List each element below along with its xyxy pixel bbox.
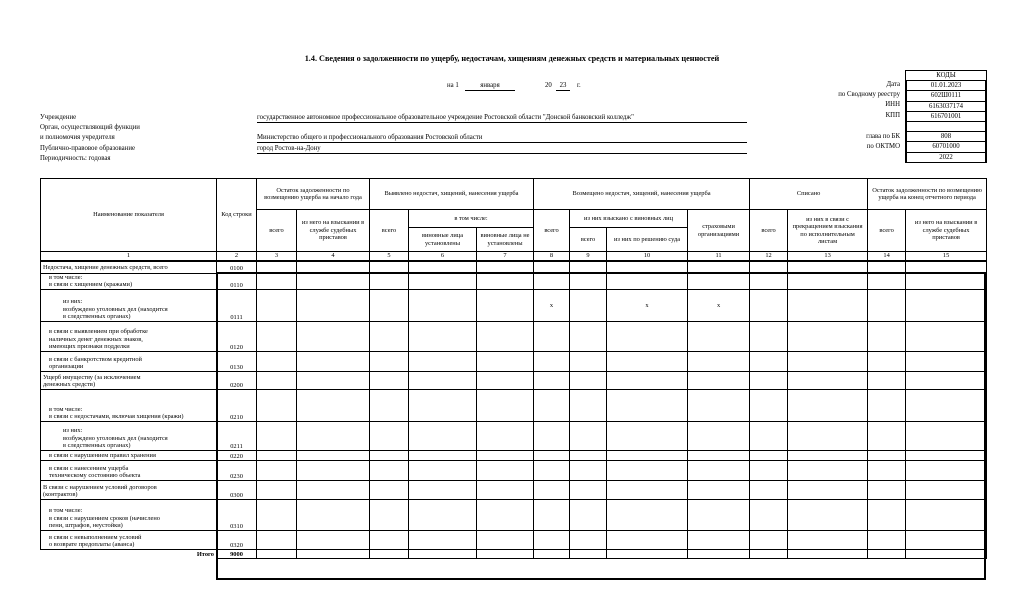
cell-col-15 bbox=[906, 461, 987, 481]
cell-col-14 bbox=[868, 372, 906, 390]
code-value-period: 2022 bbox=[906, 153, 986, 163]
cell-col-5 bbox=[370, 451, 409, 461]
cell bbox=[297, 550, 370, 559]
th-name: Наименование показателя bbox=[41, 179, 217, 252]
cell bbox=[868, 550, 906, 559]
code-value-kpp: 616701001 bbox=[906, 112, 986, 122]
cell-col-4 bbox=[297, 422, 370, 451]
cell-col-7 bbox=[477, 273, 534, 290]
cell-col-13 bbox=[788, 531, 868, 550]
cell-col-3 bbox=[257, 500, 297, 531]
cell-col-9 bbox=[570, 261, 607, 273]
cell-col-10 bbox=[607, 372, 688, 390]
cell-col-4 bbox=[297, 322, 370, 352]
table-row bbox=[41, 451, 987, 461]
row-code: 0111 bbox=[217, 290, 257, 322]
th-found-incl: в том числе: bbox=[409, 210, 534, 228]
cell-col-15 bbox=[906, 261, 987, 273]
cell-col-6 bbox=[409, 531, 477, 550]
cell-col-7 bbox=[477, 531, 534, 550]
row-code: 0230 bbox=[217, 461, 257, 481]
cell-col-4 bbox=[297, 390, 370, 422]
cell-col-12 bbox=[750, 500, 788, 531]
cell-col-7 bbox=[477, 352, 534, 372]
table-row bbox=[41, 261, 987, 273]
cell-col-11 bbox=[688, 322, 750, 352]
cell-col-14 bbox=[868, 422, 906, 451]
th-group-wo: Списано bbox=[750, 179, 868, 210]
table-row bbox=[41, 290, 987, 322]
th-comp-court: из них по решению суда bbox=[607, 228, 688, 252]
th-comp-total: всего bbox=[534, 210, 570, 252]
total-code: 9000 bbox=[217, 550, 257, 559]
founder-value: Министерство общего и профессионального образования Ростовской области bbox=[257, 134, 747, 143]
th-culprits-set: виновные лица установлены bbox=[409, 228, 477, 252]
cell-col-9 bbox=[570, 531, 607, 550]
cell-col-6 bbox=[409, 352, 477, 372]
row-name: в том числе: в связи с недостачами, включая хищения (кражи) bbox=[41, 390, 217, 422]
cell-col-7 bbox=[477, 422, 534, 451]
cell-col-5 bbox=[370, 390, 409, 422]
cell-col-9 bbox=[570, 273, 607, 290]
cell-col-7 bbox=[477, 500, 534, 531]
cell bbox=[688, 550, 750, 559]
cell-col-14 bbox=[868, 461, 906, 481]
cell-col-14 bbox=[868, 390, 906, 422]
cell-col-13 bbox=[788, 481, 868, 500]
cell-col-13 bbox=[788, 352, 868, 372]
cell-col-12 bbox=[750, 290, 788, 322]
date-year: 23 bbox=[556, 82, 570, 91]
cell-col-8: x bbox=[534, 290, 570, 322]
row-code: 0220 bbox=[217, 451, 257, 461]
cell-col-14 bbox=[868, 273, 906, 290]
row-name: В связи с нарушением условий договоров (контрактов) bbox=[41, 481, 217, 500]
cell-col-10 bbox=[607, 273, 688, 290]
row-code: 0210 bbox=[217, 390, 257, 422]
cell-col-12 bbox=[750, 481, 788, 500]
cell-col-10 bbox=[607, 451, 688, 461]
column-number: 7 bbox=[477, 252, 534, 262]
cell bbox=[570, 550, 607, 559]
cell-col-13 bbox=[788, 461, 868, 481]
th-comp-culprits-total: всего bbox=[570, 228, 607, 252]
table-row bbox=[41, 372, 987, 390]
row-name: в том числе: в связи с хищением (кражами) bbox=[41, 273, 217, 290]
cell-col-4 bbox=[297, 352, 370, 372]
cell-col-10 bbox=[607, 461, 688, 481]
cell-col-7 bbox=[477, 290, 534, 322]
cell-col-13 bbox=[788, 290, 868, 322]
cell-col-5 bbox=[370, 531, 409, 550]
code-label-oktmo: по ОКТМО bbox=[866, 143, 900, 150]
cell-col-15 bbox=[906, 290, 987, 322]
table-row bbox=[41, 390, 987, 422]
cell-col-15 bbox=[906, 352, 987, 372]
cell-col-12 bbox=[750, 461, 788, 481]
page-title: 1.4. Сведения о задолженности по ущербу, недостачам, хищениям денежных средств и материальных ценностей bbox=[304, 54, 720, 63]
cell-col-14 bbox=[868, 531, 906, 550]
cell-col-6 bbox=[409, 451, 477, 461]
cell-col-10 bbox=[607, 390, 688, 422]
debt-table bbox=[40, 178, 987, 559]
row-name: Недостача, хищение денежных средств, всего bbox=[41, 261, 217, 273]
cell-col-3 bbox=[257, 390, 297, 422]
cell-col-3 bbox=[257, 531, 297, 550]
cell bbox=[477, 550, 534, 559]
row-name: в том числе: в связи с нарушением сроков (начислено пени, штрафов, неустойки) bbox=[41, 500, 217, 531]
cell-col-8 bbox=[534, 390, 570, 422]
column-number: 15 bbox=[906, 252, 987, 262]
cell-col-8 bbox=[534, 352, 570, 372]
cell bbox=[750, 550, 788, 559]
cell-col-5 bbox=[370, 290, 409, 322]
cell-col-13 bbox=[788, 372, 868, 390]
row-code: 0211 bbox=[217, 422, 257, 451]
cell-col-5 bbox=[370, 461, 409, 481]
cell-col-3 bbox=[257, 461, 297, 481]
total-row bbox=[41, 550, 987, 559]
cell-col-5 bbox=[370, 273, 409, 290]
cell-col-13 bbox=[788, 261, 868, 273]
cell-col-14 bbox=[868, 352, 906, 372]
cell-col-11 bbox=[688, 461, 750, 481]
cell-col-8 bbox=[534, 461, 570, 481]
cell-col-10 bbox=[607, 422, 688, 451]
cell-col-12 bbox=[750, 273, 788, 290]
th-group-start: Остаток задолженности по возмещению ущерба на начало года bbox=[257, 179, 370, 210]
cell-col-14 bbox=[868, 451, 906, 461]
cell-col-3 bbox=[257, 422, 297, 451]
row-name: в связи с нарушением правил хранения bbox=[41, 451, 217, 461]
code-label-bk: глава по БК bbox=[866, 133, 900, 140]
institution-value: государственное автономное профессиональное образовательное учреждение Ростовской области "Донской банковский колледж" bbox=[257, 114, 747, 123]
cell-col-12 bbox=[750, 322, 788, 352]
row-code: 0110 bbox=[217, 273, 257, 290]
table-row bbox=[41, 422, 987, 451]
cell-col-13 bbox=[788, 451, 868, 461]
cell-col-7 bbox=[477, 372, 534, 390]
cell-col-6 bbox=[409, 500, 477, 531]
cell-col-5 bbox=[370, 261, 409, 273]
th-wo-detail: из них в связи с прекращением взыскания по исполнительным листам bbox=[788, 210, 868, 252]
code-value-registry: 602Ш0111 bbox=[906, 91, 986, 101]
date-month: января bbox=[465, 82, 515, 91]
table-row bbox=[41, 273, 987, 290]
date-year-prefix: 20 bbox=[545, 82, 552, 89]
row-name: из них: возбуждено уголовных дел (находится в следственных органах) bbox=[41, 290, 217, 322]
cell-col-14 bbox=[868, 290, 906, 322]
cell-col-15 bbox=[906, 531, 987, 550]
cell-col-6 bbox=[409, 273, 477, 290]
cell-col-11: x bbox=[688, 290, 750, 322]
column-number: 5 bbox=[370, 252, 409, 262]
cell-col-3 bbox=[257, 290, 297, 322]
column-number: 2 bbox=[217, 252, 257, 262]
cell-col-9 bbox=[570, 390, 607, 422]
cell-col-15 bbox=[906, 422, 987, 451]
th-comp-culprits: из них взыскано с виновных лиц bbox=[570, 210, 688, 228]
cell-col-9 bbox=[570, 422, 607, 451]
cell-col-11 bbox=[688, 261, 750, 273]
row-name: в связи с невыполнением условий о возврате предоплаты (аванса) bbox=[41, 531, 217, 550]
row-code: 0130 bbox=[217, 352, 257, 372]
public-value: город Ростов-на-Дону bbox=[257, 145, 747, 154]
cell-col-11 bbox=[688, 273, 750, 290]
cell-col-7 bbox=[477, 451, 534, 461]
cell-col-11 bbox=[688, 372, 750, 390]
th-culprits-unset: виновные лица не установлены bbox=[477, 228, 534, 252]
column-number: 6 bbox=[409, 252, 477, 262]
cell-col-8 bbox=[534, 322, 570, 352]
table-row bbox=[41, 531, 987, 550]
cell-col-6 bbox=[409, 390, 477, 422]
code-value-empty bbox=[906, 122, 986, 132]
row-code: 0200 bbox=[217, 372, 257, 390]
cell-col-6 bbox=[409, 481, 477, 500]
cell-col-14 bbox=[868, 500, 906, 531]
cell-col-12 bbox=[750, 531, 788, 550]
founder-label-1: Орган, осуществляющий функции bbox=[40, 124, 140, 131]
cell-col-8 bbox=[534, 500, 570, 531]
cell-col-7 bbox=[477, 322, 534, 352]
th-group-comp: Возмещено недостач, хищений, нанесения ущерба bbox=[534, 179, 750, 210]
row-name: Ущерб имуществу (за исключением денежных средств) bbox=[41, 372, 217, 390]
cell-col-11 bbox=[688, 352, 750, 372]
cell-col-4 bbox=[297, 500, 370, 531]
cell-col-5 bbox=[370, 500, 409, 531]
cell-col-6 bbox=[409, 290, 477, 322]
table-row bbox=[41, 481, 987, 500]
cell-col-12 bbox=[750, 451, 788, 461]
cell-col-13 bbox=[788, 273, 868, 290]
code-value-bk: 808 bbox=[906, 132, 986, 142]
cell-col-6 bbox=[409, 422, 477, 451]
cell bbox=[534, 550, 570, 559]
codes-header: КОДЫ bbox=[906, 71, 986, 81]
cell-col-12 bbox=[750, 261, 788, 273]
cell-col-9 bbox=[570, 372, 607, 390]
cell-col-10 bbox=[607, 500, 688, 531]
th-code: Код строки bbox=[217, 179, 257, 252]
cell-col-5 bbox=[370, 422, 409, 451]
institution-label: Учреждение bbox=[40, 114, 77, 121]
cell-col-14 bbox=[868, 322, 906, 352]
column-number: 14 bbox=[868, 252, 906, 262]
cell-col-7 bbox=[477, 261, 534, 273]
cell-col-15 bbox=[906, 372, 987, 390]
cell-col-8 bbox=[534, 372, 570, 390]
cell bbox=[257, 550, 297, 559]
cell-col-14 bbox=[868, 261, 906, 273]
code-value-inn: 6163037174 bbox=[906, 102, 986, 112]
cell-col-9 bbox=[570, 322, 607, 352]
cell-col-7 bbox=[477, 481, 534, 500]
row-name: в связи с выявлением при обработке наличных денег денежных знаков, имеющих признаки подделки bbox=[41, 322, 217, 352]
cell-col-3 bbox=[257, 481, 297, 500]
cell-col-13 bbox=[788, 500, 868, 531]
cell bbox=[788, 550, 868, 559]
cell bbox=[409, 550, 477, 559]
cell-col-9 bbox=[570, 451, 607, 461]
cell-col-9 bbox=[570, 481, 607, 500]
cell-col-6 bbox=[409, 461, 477, 481]
th-group-end: Остаток задолженности по возмещению ущерба на конец отчетного периода bbox=[868, 179, 987, 210]
code-label-inn: ИНН bbox=[885, 101, 900, 108]
column-number: 12 bbox=[750, 252, 788, 262]
cell-col-8 bbox=[534, 422, 570, 451]
cell-col-11 bbox=[688, 390, 750, 422]
date-suffix: г. bbox=[577, 82, 581, 89]
cell-col-15 bbox=[906, 481, 987, 500]
cell-col-9 bbox=[570, 352, 607, 372]
row-code: 0120 bbox=[217, 322, 257, 352]
row-code: 0300 bbox=[217, 481, 257, 500]
th-end-bailiff: из него на взыскании в службе судебных приставов bbox=[906, 210, 987, 252]
cell-col-12 bbox=[750, 352, 788, 372]
cell-col-8 bbox=[534, 261, 570, 273]
column-number: 10 bbox=[607, 252, 688, 262]
cell-col-11 bbox=[688, 500, 750, 531]
column-number: 4 bbox=[297, 252, 370, 262]
column-number: 13 bbox=[788, 252, 868, 262]
cell-col-4 bbox=[297, 290, 370, 322]
cell-col-4 bbox=[297, 481, 370, 500]
cell-col-12 bbox=[750, 390, 788, 422]
cell bbox=[607, 550, 688, 559]
cell-col-11 bbox=[688, 481, 750, 500]
cell-col-12 bbox=[750, 372, 788, 390]
cell-col-10 bbox=[607, 481, 688, 500]
cell-col-6 bbox=[409, 322, 477, 352]
cell bbox=[370, 550, 409, 559]
column-number: 3 bbox=[257, 252, 297, 262]
cell-col-15 bbox=[906, 322, 987, 352]
row-code: 0310 bbox=[217, 500, 257, 531]
table-row bbox=[41, 500, 987, 531]
cell-col-10 bbox=[607, 352, 688, 372]
cell-col-8 bbox=[534, 481, 570, 500]
table-row bbox=[41, 461, 987, 481]
cell-col-14 bbox=[868, 481, 906, 500]
row-code: 0100 bbox=[217, 261, 257, 273]
cell-col-4 bbox=[297, 261, 370, 273]
cell-col-7 bbox=[477, 390, 534, 422]
column-number: 11 bbox=[688, 252, 750, 262]
code-value-oktmo: 60701000 bbox=[906, 142, 986, 152]
column-numbers-row bbox=[41, 252, 987, 262]
cell-col-5 bbox=[370, 372, 409, 390]
cell-col-12 bbox=[750, 422, 788, 451]
cell-col-3 bbox=[257, 451, 297, 461]
column-number: 1 bbox=[41, 252, 217, 262]
column-number: 9 bbox=[570, 252, 607, 262]
cell-col-11 bbox=[688, 451, 750, 461]
row-name: из них: возбуждено уголовных дел (находится в следственных органах) bbox=[41, 422, 217, 451]
cell-col-8 bbox=[534, 451, 570, 461]
cell-col-8 bbox=[534, 531, 570, 550]
cell bbox=[906, 550, 987, 559]
cell-col-5 bbox=[370, 322, 409, 352]
cell-col-5 bbox=[370, 481, 409, 500]
code-label-date: Дата bbox=[886, 81, 900, 88]
cell-col-4 bbox=[297, 531, 370, 550]
cell-col-10 bbox=[607, 261, 688, 273]
code-label-registry: по Сводному реестру bbox=[838, 91, 900, 98]
total-label: Итого bbox=[41, 550, 217, 559]
row-name: в связи с банкротством кредитной организации bbox=[41, 352, 217, 372]
th-wo-total: всего bbox=[750, 210, 788, 252]
th-start-total: всего bbox=[257, 210, 297, 252]
public-label: Публично-правовое образование bbox=[40, 145, 135, 152]
period-label: Периодичность: годовая bbox=[40, 155, 111, 162]
th-end-total: всего bbox=[868, 210, 906, 252]
cell-col-7 bbox=[477, 461, 534, 481]
cell-col-3 bbox=[257, 273, 297, 290]
cell-col-15 bbox=[906, 273, 987, 290]
cell-col-9 bbox=[570, 461, 607, 481]
cell-col-4 bbox=[297, 461, 370, 481]
row-code: 0320 bbox=[217, 531, 257, 550]
founder-label-2: и полномочия учредителя bbox=[40, 134, 115, 141]
cell-col-4 bbox=[297, 273, 370, 290]
cell-col-4 bbox=[297, 451, 370, 461]
cell-col-3 bbox=[257, 372, 297, 390]
cell-col-15 bbox=[906, 390, 987, 422]
cell-col-6 bbox=[409, 372, 477, 390]
th-start-bailiff: из него на взыскании в службе судебных приставов bbox=[297, 210, 370, 252]
cell-col-8 bbox=[534, 273, 570, 290]
cell-col-3 bbox=[257, 352, 297, 372]
cell-col-13 bbox=[788, 390, 868, 422]
cell-col-10: x bbox=[607, 290, 688, 322]
cell-col-13 bbox=[788, 322, 868, 352]
code-label-kpp: КПП bbox=[885, 112, 900, 119]
cell-col-6 bbox=[409, 261, 477, 273]
cell-col-9 bbox=[570, 290, 607, 322]
cell-col-15 bbox=[906, 451, 987, 461]
cell-col-3 bbox=[257, 322, 297, 352]
cell-col-3 bbox=[257, 261, 297, 273]
cell-col-15 bbox=[906, 500, 987, 531]
cell-col-4 bbox=[297, 372, 370, 390]
cell-col-10 bbox=[607, 531, 688, 550]
th-found-total: всего bbox=[370, 210, 409, 252]
th-group-found: Выявлено недостач, хищений, нанесения ущерба bbox=[370, 179, 534, 210]
table-row bbox=[41, 352, 987, 372]
cell-col-10 bbox=[607, 322, 688, 352]
cell-col-13 bbox=[788, 422, 868, 451]
cell-col-11 bbox=[688, 422, 750, 451]
code-value-date: 01.01.2023 bbox=[906, 81, 986, 91]
th-comp-insurance: страховыми организациями bbox=[688, 210, 750, 252]
cell-col-11 bbox=[688, 531, 750, 550]
cell-col-5 bbox=[370, 352, 409, 372]
column-number: 8 bbox=[534, 252, 570, 262]
cell-col-9 bbox=[570, 500, 607, 531]
date-prefix: на 1 bbox=[447, 82, 459, 89]
row-name: в связи с нанесением ущерба техническому состоянию объекта bbox=[41, 461, 217, 481]
codes-box bbox=[905, 70, 987, 163]
table-row bbox=[41, 322, 987, 352]
